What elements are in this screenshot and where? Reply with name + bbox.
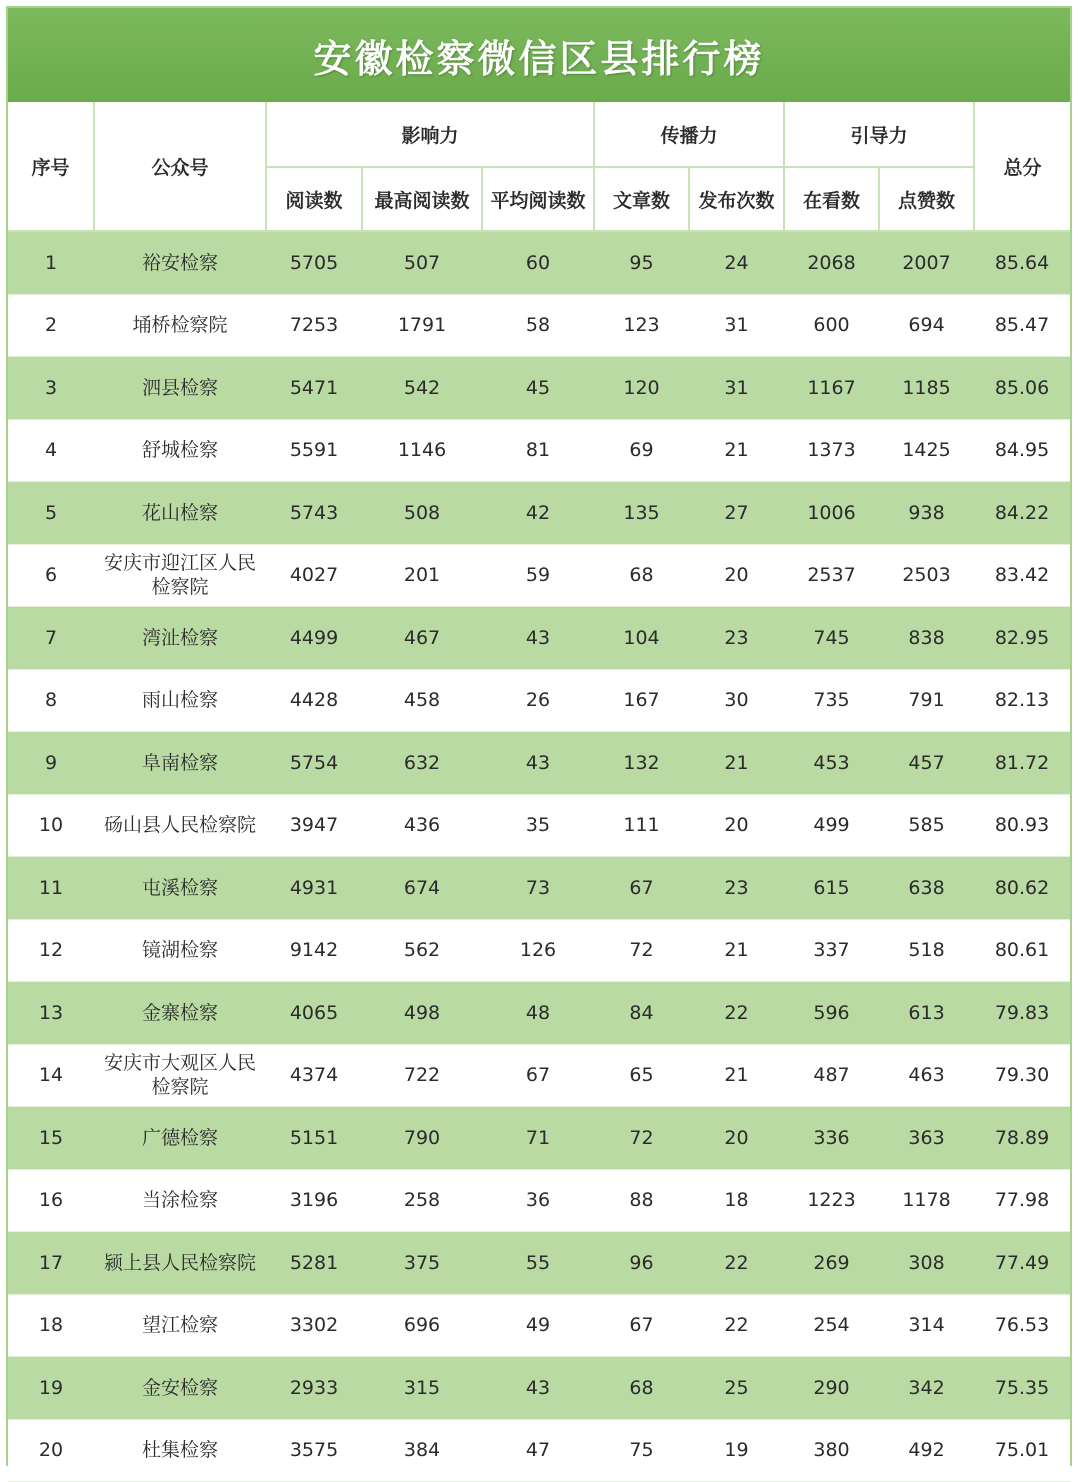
cell-reads: 4499	[266, 607, 362, 670]
cell-name: 裕安检察	[94, 231, 266, 294]
table-row	[8, 857, 1070, 920]
cell-posts: 22	[689, 1294, 784, 1357]
cell-name: 广德检察	[94, 1107, 266, 1170]
cell-max-reads: 542	[362, 357, 482, 420]
cell-views: 1006	[784, 482, 879, 545]
cell-avg-reads: 35	[482, 794, 594, 857]
cell-total: 76.53	[974, 1294, 1070, 1357]
cell-rank: 4	[8, 419, 94, 482]
cell-reads: 4931	[266, 857, 362, 920]
cell-total: 75.01	[974, 1419, 1070, 1482]
ranking-board	[6, 6, 1072, 1466]
cell-articles: 111	[594, 794, 689, 857]
cell-avg-reads: 43	[482, 1357, 594, 1420]
page-title: 安徽检察微信区县排行榜	[313, 35, 765, 81]
cell-reads: 5754	[266, 732, 362, 795]
cell-reads: 4065	[266, 982, 362, 1045]
cell-avg-reads: 60	[482, 231, 594, 294]
table-row	[8, 482, 1070, 545]
cell-views: 380	[784, 1419, 879, 1482]
cell-avg-reads: 26	[482, 669, 594, 732]
cell-max-reads: 562	[362, 919, 482, 982]
cell-likes: 585	[879, 794, 974, 857]
table-row	[8, 419, 1070, 482]
cell-reads: 3196	[266, 1169, 362, 1232]
cell-avg-reads: 47	[482, 1419, 594, 1482]
cell-articles: 96	[594, 1232, 689, 1295]
header-avg-reads: 平均阅读数	[482, 167, 594, 231]
cell-likes: 308	[879, 1232, 974, 1295]
cell-views: 615	[784, 857, 879, 920]
cell-name: 当涂检察	[94, 1169, 266, 1232]
cell-reads: 7253	[266, 294, 362, 357]
cell-avg-reads: 48	[482, 982, 594, 1045]
cell-max-reads: 1146	[362, 419, 482, 482]
cell-rank: 2	[8, 294, 94, 357]
table-row	[8, 1232, 1070, 1295]
table-row	[8, 1419, 1070, 1482]
cell-name: 砀山县人民检察院	[94, 794, 266, 857]
cell-rank: 8	[8, 669, 94, 732]
cell-name: 颍上县人民检察院	[94, 1232, 266, 1295]
cell-max-reads: 384	[362, 1419, 482, 1482]
cell-avg-reads: 73	[482, 857, 594, 920]
cell-likes: 1178	[879, 1169, 974, 1232]
cell-likes: 1185	[879, 357, 974, 420]
cell-articles: 68	[594, 1357, 689, 1420]
cell-avg-reads: 71	[482, 1107, 594, 1170]
cell-articles: 167	[594, 669, 689, 732]
cell-views: 337	[784, 919, 879, 982]
cell-name: 镜湖检察	[94, 919, 266, 982]
cell-views: 745	[784, 607, 879, 670]
cell-articles: 72	[594, 1107, 689, 1170]
cell-posts: 21	[689, 1044, 784, 1107]
cell-avg-reads: 81	[482, 419, 594, 482]
cell-likes: 2503	[879, 544, 974, 607]
cell-posts: 31	[689, 294, 784, 357]
cell-posts: 21	[689, 732, 784, 795]
cell-max-reads: 507	[362, 231, 482, 294]
table-header	[8, 102, 1070, 231]
cell-total: 82.95	[974, 607, 1070, 670]
cell-likes: 694	[879, 294, 974, 357]
cell-max-reads: 674	[362, 857, 482, 920]
cell-views: 2068	[784, 231, 879, 294]
table-row	[8, 794, 1070, 857]
cell-avg-reads: 55	[482, 1232, 594, 1295]
cell-reads: 5591	[266, 419, 362, 482]
cell-rank: 12	[8, 919, 94, 982]
cell-likes: 457	[879, 732, 974, 795]
cell-posts: 21	[689, 419, 784, 482]
cell-rank: 18	[8, 1294, 94, 1357]
cell-articles: 132	[594, 732, 689, 795]
header-account: 公众号	[94, 102, 266, 231]
cell-avg-reads: 45	[482, 357, 594, 420]
cell-articles: 69	[594, 419, 689, 482]
cell-views: 735	[784, 669, 879, 732]
cell-posts: 31	[689, 357, 784, 420]
cell-posts: 24	[689, 231, 784, 294]
table-row	[8, 231, 1070, 294]
cell-name	[94, 1044, 266, 1107]
cell-views: 290	[784, 1357, 879, 1420]
cell-reads: 9142	[266, 919, 362, 982]
cell-name: 泗县检察	[94, 357, 266, 420]
cell-reads: 5471	[266, 357, 362, 420]
cell-views: 254	[784, 1294, 879, 1357]
cell-total: 84.22	[974, 482, 1070, 545]
cell-rank: 17	[8, 1232, 94, 1295]
account-name-line: 检察院	[151, 576, 209, 599]
cell-total: 85.47	[974, 294, 1070, 357]
cell-reads: 5743	[266, 482, 362, 545]
cell-likes: 791	[879, 669, 974, 732]
cell-articles: 104	[594, 607, 689, 670]
cell-total: 77.98	[974, 1169, 1070, 1232]
cell-max-reads: 201	[362, 544, 482, 607]
header-group-spread: 传播力	[594, 102, 784, 167]
cell-articles: 72	[594, 919, 689, 982]
cell-name: 雨山检察	[94, 669, 266, 732]
cell-reads: 3302	[266, 1294, 362, 1357]
cell-total: 83.42	[974, 544, 1070, 607]
cell-rank: 1	[8, 231, 94, 294]
cell-name: 舒城检察	[94, 419, 266, 482]
cell-name: 湾沚检察	[94, 607, 266, 670]
cell-views: 596	[784, 982, 879, 1045]
cell-likes: 518	[879, 919, 974, 982]
cell-max-reads: 1791	[362, 294, 482, 357]
table-row	[8, 732, 1070, 795]
cell-total: 85.64	[974, 231, 1070, 294]
cell-reads: 5281	[266, 1232, 362, 1295]
cell-name: 花山检察	[94, 482, 266, 545]
cell-posts: 20	[689, 544, 784, 607]
cell-reads: 4374	[266, 1044, 362, 1107]
table-body	[8, 231, 1070, 1482]
cell-name	[94, 544, 266, 607]
cell-views: 1373	[784, 419, 879, 482]
cell-likes: 492	[879, 1419, 974, 1482]
table-row	[8, 357, 1070, 420]
cell-rank: 3	[8, 357, 94, 420]
cell-articles: 123	[594, 294, 689, 357]
cell-articles: 95	[594, 231, 689, 294]
cell-likes: 363	[879, 1107, 974, 1170]
cell-views: 600	[784, 294, 879, 357]
cell-max-reads: 458	[362, 669, 482, 732]
cell-likes: 938	[879, 482, 974, 545]
cell-avg-reads: 59	[482, 544, 594, 607]
cell-posts: 23	[689, 857, 784, 920]
cell-articles: 88	[594, 1169, 689, 1232]
cell-max-reads: 315	[362, 1357, 482, 1420]
cell-avg-reads: 67	[482, 1044, 594, 1107]
header-posts: 发布次数	[689, 167, 784, 231]
header-reads: 阅读数	[266, 167, 362, 231]
cell-posts: 27	[689, 482, 784, 545]
cell-articles: 135	[594, 482, 689, 545]
cell-max-reads: 508	[362, 482, 482, 545]
cell-rank: 5	[8, 482, 94, 545]
cell-max-reads: 375	[362, 1232, 482, 1295]
cell-reads: 3947	[266, 794, 362, 857]
cell-max-reads: 498	[362, 982, 482, 1045]
table-row	[8, 544, 1070, 607]
cell-reads: 2933	[266, 1357, 362, 1420]
cell-posts: 21	[689, 919, 784, 982]
cell-total: 79.83	[974, 982, 1070, 1045]
cell-total: 81.72	[974, 732, 1070, 795]
table-row	[8, 294, 1070, 357]
account-name-line: 安庆市大观区人民	[103, 1052, 256, 1075]
title-bar	[8, 8, 1070, 102]
cell-name: 金寨检察	[94, 982, 266, 1045]
header-group-influence: 影响力	[266, 102, 594, 167]
cell-articles: 67	[594, 1294, 689, 1357]
cell-rank: 20	[8, 1419, 94, 1482]
cell-rank: 13	[8, 982, 94, 1045]
cell-likes: 463	[879, 1044, 974, 1107]
cell-max-reads: 722	[362, 1044, 482, 1107]
table-row	[8, 1107, 1070, 1170]
header-likes: 点赞数	[879, 167, 974, 231]
cell-rank: 7	[8, 607, 94, 670]
cell-rank: 16	[8, 1169, 94, 1232]
ranking-table	[8, 102, 1070, 1482]
cell-posts: 30	[689, 669, 784, 732]
cell-views: 487	[784, 1044, 879, 1107]
cell-likes: 1425	[879, 419, 974, 482]
cell-avg-reads: 43	[482, 607, 594, 670]
cell-total: 85.06	[974, 357, 1070, 420]
cell-articles: 84	[594, 982, 689, 1045]
cell-max-reads: 467	[362, 607, 482, 670]
cell-total: 80.62	[974, 857, 1070, 920]
cell-max-reads: 790	[362, 1107, 482, 1170]
table-row	[8, 982, 1070, 1045]
cell-posts: 20	[689, 1107, 784, 1170]
cell-articles: 75	[594, 1419, 689, 1482]
cell-avg-reads: 43	[482, 732, 594, 795]
cell-name: 金安检察	[94, 1357, 266, 1420]
cell-total: 78.89	[974, 1107, 1070, 1170]
cell-max-reads: 258	[362, 1169, 482, 1232]
cell-articles: 120	[594, 357, 689, 420]
cell-name: 屯溪检察	[94, 857, 266, 920]
cell-likes: 638	[879, 857, 974, 920]
table-row	[8, 607, 1070, 670]
cell-posts: 20	[689, 794, 784, 857]
cell-rank: 14	[8, 1044, 94, 1107]
cell-views: 499	[784, 794, 879, 857]
cell-avg-reads: 58	[482, 294, 594, 357]
cell-posts: 25	[689, 1357, 784, 1420]
cell-avg-reads: 42	[482, 482, 594, 545]
cell-total: 77.49	[974, 1232, 1070, 1295]
cell-posts: 23	[689, 607, 784, 670]
cell-views: 2537	[784, 544, 879, 607]
cell-articles: 67	[594, 857, 689, 920]
table-row	[8, 669, 1070, 732]
cell-total: 80.93	[974, 794, 1070, 857]
cell-likes: 342	[879, 1357, 974, 1420]
cell-articles: 65	[594, 1044, 689, 1107]
cell-rank: 10	[8, 794, 94, 857]
header-articles: 文章数	[594, 167, 689, 231]
cell-rank: 15	[8, 1107, 94, 1170]
cell-likes: 838	[879, 607, 974, 670]
cell-posts: 22	[689, 982, 784, 1045]
cell-posts: 18	[689, 1169, 784, 1232]
cell-total: 84.95	[974, 419, 1070, 482]
cell-max-reads: 632	[362, 732, 482, 795]
header-rank: 序号	[8, 102, 94, 231]
cell-rank: 9	[8, 732, 94, 795]
cell-likes: 613	[879, 982, 974, 1045]
cell-views: 336	[784, 1107, 879, 1170]
table-row	[8, 1169, 1070, 1232]
cell-avg-reads: 49	[482, 1294, 594, 1357]
cell-total: 80.61	[974, 919, 1070, 982]
table-row	[8, 919, 1070, 982]
cell-rank: 6	[8, 544, 94, 607]
cell-rank: 11	[8, 857, 94, 920]
cell-reads: 5151	[266, 1107, 362, 1170]
cell-max-reads: 436	[362, 794, 482, 857]
cell-views: 1223	[784, 1169, 879, 1232]
cell-articles: 68	[594, 544, 689, 607]
header-max-reads: 最高阅读数	[362, 167, 482, 231]
cell-total: 79.30	[974, 1044, 1070, 1107]
table-row	[8, 1294, 1070, 1357]
cell-reads: 4428	[266, 669, 362, 732]
account-name-line: 检察院	[151, 1076, 209, 1099]
cell-posts: 22	[689, 1232, 784, 1295]
cell-likes: 314	[879, 1294, 974, 1357]
cell-reads: 4027	[266, 544, 362, 607]
cell-likes: 2007	[879, 231, 974, 294]
header-views: 在看数	[784, 167, 879, 231]
cell-name: 阜南检察	[94, 732, 266, 795]
cell-name: 望江检察	[94, 1294, 266, 1357]
cell-views: 453	[784, 732, 879, 795]
cell-total: 75.35	[974, 1357, 1070, 1420]
account-name-line: 安庆市迎江区人民	[103, 552, 256, 575]
cell-max-reads: 696	[362, 1294, 482, 1357]
table-row	[8, 1357, 1070, 1420]
cell-reads: 5705	[266, 231, 362, 294]
cell-avg-reads: 36	[482, 1169, 594, 1232]
table-row	[8, 1044, 1070, 1107]
cell-total: 82.13	[974, 669, 1070, 732]
cell-name: 埇桥检察院	[94, 294, 266, 357]
cell-rank: 19	[8, 1357, 94, 1420]
cell-views: 1167	[784, 357, 879, 420]
cell-reads: 3575	[266, 1419, 362, 1482]
header-total: 总分	[974, 102, 1070, 231]
cell-views: 269	[784, 1232, 879, 1295]
cell-name: 杜集检察	[94, 1419, 266, 1482]
header-group-guide: 引导力	[784, 102, 974, 167]
cell-avg-reads: 126	[482, 919, 594, 982]
cell-posts: 19	[689, 1419, 784, 1482]
